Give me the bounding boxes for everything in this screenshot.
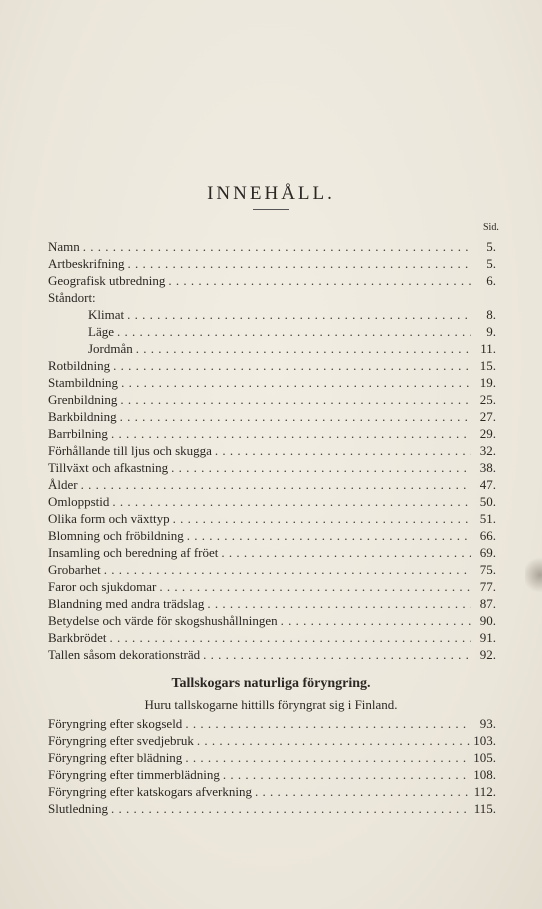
- toc-entry-label: Tallen såsom dekorationsträd: [48, 647, 201, 662]
- toc-entry-label: Slutledning: [48, 801, 108, 816]
- toc-entry-page: 112.: [473, 784, 496, 799]
- toc-leader-dots: [111, 800, 471, 817]
- page-title: INNEHÅLL.: [207, 183, 335, 204]
- toc-entry-page: 32.: [479, 443, 496, 458]
- toc-entry-page: 105.: [473, 750, 496, 765]
- toc-entry-label: Blomning och fröbildning: [48, 528, 184, 543]
- toc-entry-page: 93.: [479, 716, 496, 731]
- toc-leader-dots: [109, 629, 471, 646]
- toc-entry-page: 69.: [479, 545, 496, 560]
- toc-leader-dots: [207, 595, 471, 612]
- toc-entry-page: 19.: [479, 375, 496, 390]
- toc-entry-label: Föryngring efter katskogars afverkning: [48, 784, 252, 799]
- toc-entry-label: Läge: [88, 324, 114, 339]
- toc-entry-page: 9.: [486, 324, 496, 339]
- toc-entry-page: 66.: [479, 528, 496, 543]
- toc-leader-dots: [127, 306, 471, 323]
- toc-entry: [48, 510, 496, 527]
- toc-entry: [48, 527, 496, 544]
- toc-entry-label: Föryngring efter svedjebruk: [48, 733, 194, 748]
- toc-leader-dots: [203, 646, 471, 663]
- toc-entry: [48, 595, 496, 612]
- toc-entry-label: Blandning med andra trädslag: [48, 596, 205, 611]
- toc-entry-label: Föryngring efter skogseld: [48, 716, 183, 731]
- toc-leader-dots: [81, 476, 471, 493]
- toc-entry-page: 8.: [486, 307, 496, 322]
- toc-leader-dots: [215, 442, 471, 459]
- toc-entry-page: 6.: [486, 273, 496, 288]
- toc-entry-label: Geografisk utbredning: [48, 273, 166, 288]
- toc-entry: [48, 800, 496, 817]
- toc-entry-page: 92.: [479, 647, 496, 662]
- toc-entry-label: Artbeskrifning: [48, 256, 125, 271]
- toc-entry: [48, 238, 496, 255]
- toc-leader-dots: [121, 374, 471, 391]
- toc-entry-page: 108.: [473, 767, 496, 782]
- toc-entry: [48, 766, 496, 783]
- toc-leader-dots: [159, 578, 471, 595]
- toc-leader-dots: [185, 715, 471, 732]
- toc-entry: [48, 357, 496, 374]
- toc-entry: [48, 493, 496, 510]
- toc-leader-dots: [255, 783, 471, 800]
- toc-entry-label: Ålder: [48, 477, 78, 492]
- toc-entry-label: Barkbrödet: [48, 630, 107, 645]
- toc-entry: [48, 425, 496, 442]
- toc-entry-label: Grenbildning: [48, 392, 118, 407]
- toc-leader-dots: [111, 425, 471, 442]
- toc-entry-page: 90.: [479, 613, 496, 628]
- toc-entry: [48, 272, 496, 289]
- toc-entry-label: Ståndort:: [48, 290, 96, 305]
- toc-entry-page: 5.: [486, 256, 496, 271]
- toc-entry-page: 25.: [479, 392, 496, 407]
- toc-entry-label: Barrbilning: [48, 426, 108, 441]
- toc-entry-label: Faror och sjukdomar: [48, 579, 157, 594]
- toc-entry: [48, 561, 496, 578]
- toc-entry-page: 115.: [473, 801, 496, 816]
- toc-leader-dots: [117, 323, 471, 340]
- toc-leader-dots: [113, 357, 471, 374]
- toc-entry: [48, 612, 496, 629]
- section-subtitle: Huru tallskogarne hittills föryngrat sig i Finland.: [144, 697, 398, 712]
- toc-entry-page: 75.: [479, 562, 496, 577]
- toc-entry-page: 11.: [480, 341, 496, 356]
- toc-entry: [48, 732, 496, 749]
- toc-leader-dots: [120, 391, 471, 408]
- toc-entry: [48, 783, 496, 800]
- toc-entry-label: Förhållande till ljus och skugga: [48, 443, 212, 458]
- toc-entry: [48, 715, 496, 732]
- toc-leader-dots: [281, 612, 471, 629]
- toc-entry-page: 77.: [479, 579, 496, 594]
- toc-leader-dots: [221, 544, 471, 561]
- toc-entry: [48, 323, 496, 340]
- toc-entry: [48, 306, 496, 323]
- toc-entry-page: 103.: [473, 733, 496, 748]
- toc-entry-label: Rotbildning: [48, 358, 111, 373]
- toc-entry-label: Grobarhet: [48, 562, 101, 577]
- section-title: Tallskogars naturliga föryngring.: [171, 676, 371, 691]
- toc-leader-dots: [83, 238, 471, 255]
- toc-leader-dots: [136, 340, 471, 357]
- page-edge-shadow: [525, 555, 542, 595]
- toc-entry: [48, 442, 496, 459]
- toc-entry: [48, 476, 496, 493]
- toc-leader-dots: [120, 408, 471, 425]
- toc-entry: [48, 544, 496, 561]
- toc-entry-label: Stambildning: [48, 375, 119, 390]
- toc-entry-label: Namn: [48, 239, 80, 254]
- toc-leader-dots: [223, 766, 470, 783]
- toc-entry-page: 47.: [479, 477, 496, 492]
- toc-leader-dots: [128, 255, 471, 272]
- page-column-label: Sid.: [483, 222, 499, 233]
- toc-entry: [48, 340, 496, 357]
- toc-leader-dots: [187, 527, 471, 544]
- toc-entry-label: Klimat: [88, 307, 125, 322]
- toc-leader-dots: [197, 732, 470, 749]
- toc-entry: [48, 374, 496, 391]
- toc-entry-label: Betydelse och värde för skogshushållningen: [48, 613, 278, 628]
- toc-entry: [48, 646, 496, 663]
- toc-entry-label: Föryngring efter timmerblädning: [48, 767, 220, 782]
- toc-entry-page: 87.: [479, 596, 496, 611]
- toc-entry-label: Insamling och beredning af fröet: [48, 545, 219, 560]
- toc-entry-page: 38.: [479, 460, 496, 475]
- toc-leader-dots: [168, 272, 471, 289]
- toc-entry-page: 29.: [479, 426, 496, 441]
- toc-entry-label: Omloppstid: [48, 494, 110, 509]
- toc-leader-dots: [104, 561, 471, 578]
- toc-entry-label: Barkbildning: [48, 409, 117, 424]
- toc-entry-page: 27.: [479, 409, 496, 424]
- toc-leader-dots: [173, 510, 471, 527]
- toc-entry-page: 15.: [479, 358, 496, 373]
- toc-entry: [48, 459, 496, 476]
- title-rule: [253, 209, 289, 210]
- toc-entry-page: 51.: [479, 511, 496, 526]
- toc-leader-dots: [185, 749, 470, 766]
- toc-entry: [48, 629, 496, 646]
- toc-entry-label: Föryngring efter blädning: [48, 750, 183, 765]
- toc-entry-label: Olika form och växttyp: [48, 511, 170, 526]
- toc-entry-page: 50.: [479, 494, 496, 509]
- toc-entry-label: Tillväxt och afkastning: [48, 460, 169, 475]
- toc-entry-label: Jordmån: [88, 341, 133, 356]
- toc-leader-dots: [171, 459, 471, 476]
- toc-entry: [48, 749, 496, 766]
- toc-entry: [48, 255, 496, 272]
- toc-entry-page: 5.: [486, 239, 496, 254]
- toc-entry: [48, 578, 496, 595]
- toc-entry: [48, 289, 496, 306]
- toc-entry-page: 91.: [479, 630, 496, 645]
- toc-entry: [48, 391, 496, 408]
- toc-entry: [48, 408, 496, 425]
- toc-leader-dots: [112, 493, 471, 510]
